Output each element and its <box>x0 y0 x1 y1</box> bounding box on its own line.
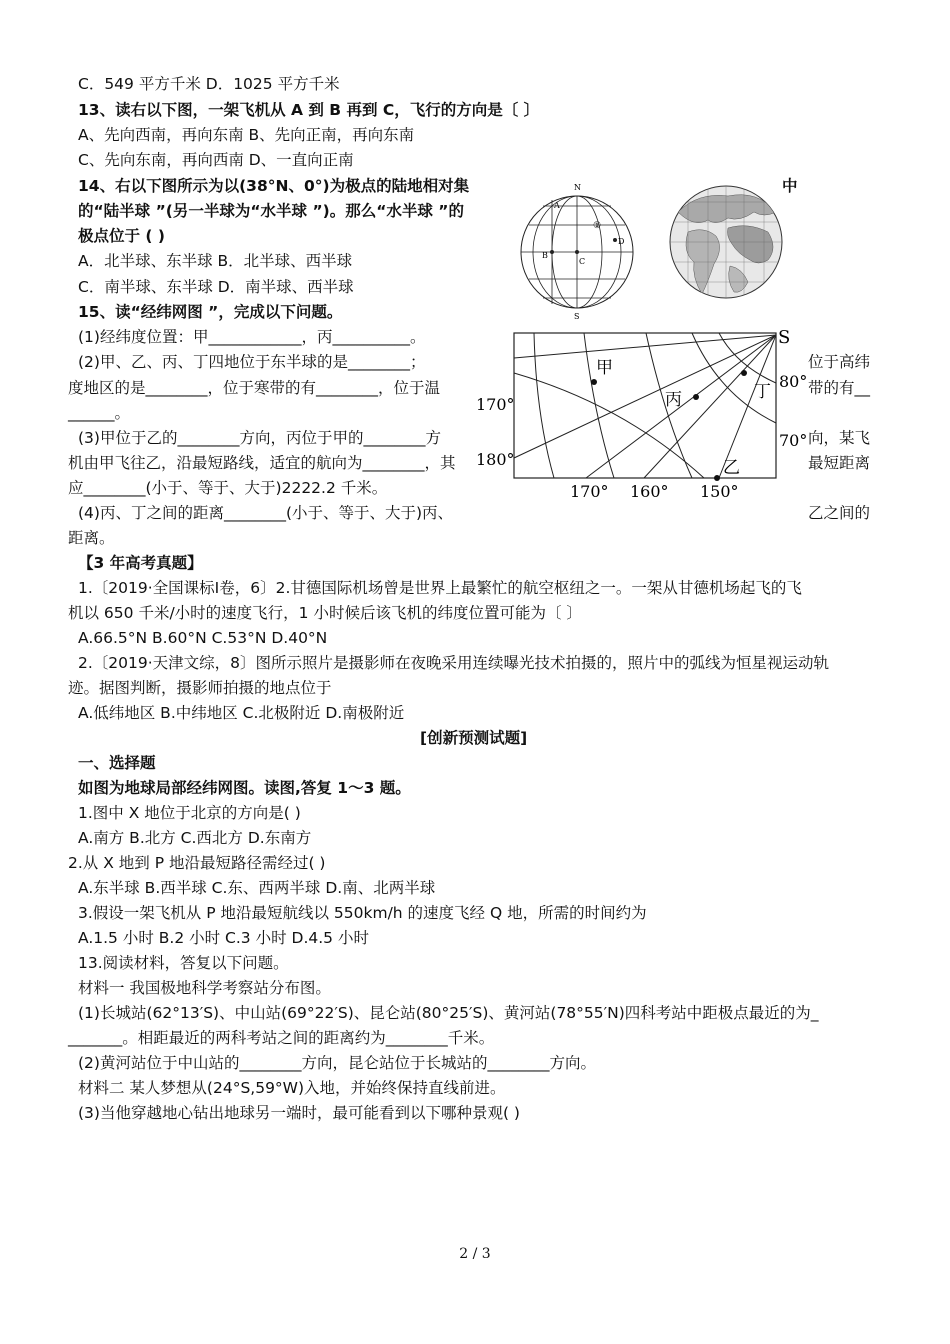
option-line: A.东半球 B.西半球 C.东、西两半球 D.南、北两半球 <box>78 879 436 897</box>
question-part: (2)黄河站位于中山站的________方向，昆仑站位于长城站的________方向。 <box>78 1054 596 1072</box>
question-15-part-tail: 乙之间的 <box>808 504 871 522</box>
label-yi: 乙 <box>723 458 740 478</box>
label-lon180: 180° <box>476 450 515 469</box>
label-c: C <box>579 257 586 266</box>
option-line: A．北半球、东半球 B．北半球、西半球 <box>78 252 353 270</box>
label-s: S <box>574 312 580 320</box>
question-15: 15、读“经纬网图 ”，完成以下问题。 <box>78 303 343 321</box>
label-n: N <box>574 183 581 192</box>
exam-question: 1.〔2019·全国课标Ⅰ卷，6〕2.甘德国际机场曾是世界上最繁忙的航空枢纽之一。一架从甘德机场起飞的飞 <box>78 579 802 597</box>
label-a: A <box>554 201 560 210</box>
option-line: A.南方 B.北方 C.西北方 D.东南方 <box>78 829 312 847</box>
graticule-figure <box>474 325 814 505</box>
label-d: D <box>618 237 625 246</box>
question-15-part-tail: 带的有__ <box>808 379 871 397</box>
question-14-tail: 中 <box>782 177 798 195</box>
question: 3.假设一架飞机从 P 地沿最短航线以 550km/h 的速度飞经 Q 地，所需的时间约为 <box>78 904 647 922</box>
label-jia: 甲 <box>596 358 613 378</box>
question: 1.图中 X 地位于北京的方向是( ) <box>78 804 301 822</box>
question-15-part-tail: 最短距离 <box>808 454 871 472</box>
section-heading: 【3 年高考真题】 <box>78 554 203 572</box>
section-heading: 一、选择题 <box>78 754 156 772</box>
question-15-part: 应________(小于、等于、大于)2222.2 千米。 <box>68 479 388 497</box>
label-bing: 丙 <box>665 390 682 410</box>
question: 13.阅读材料，答复以下问题。 <box>78 954 289 972</box>
option-line: A.1.5 小时 B.2 小时 C.3 小时 D.4.5 小时 <box>78 929 369 947</box>
label-circle-one: ① <box>593 221 602 231</box>
label-lat70: 70° <box>779 431 808 450</box>
label-b: B <box>542 251 548 260</box>
label-ding: 丁 <box>754 382 771 402</box>
question-15-part: (1)经纬度位置：甲____________，丙__________。 <box>78 328 426 346</box>
question-14: 14、右以下图所示为以(38°N、0°)为极点的陆地相对集 <box>78 177 470 195</box>
question-13: 13、读右以下图，一架飞机从 A 到 B 再到 C，飞行的方向是〔 〕 <box>78 101 540 119</box>
exam-question: 迹。据图判断，摄影师拍摄的地点位于 <box>68 679 332 697</box>
label-lon160: 160° <box>630 482 669 501</box>
question-15-part: 机由甲飞往乙，沿最短路线，适宜的航向为________，其 <box>68 454 456 472</box>
question: 2.从 X 地到 P 地沿最短路径需经过( ) <box>68 854 326 872</box>
label-lon170-bottom: 170° <box>570 482 609 501</box>
option-line: A、先向西南，再向东南 B、先向正南，再向东南 <box>78 126 415 144</box>
label-lon170-left: 170° <box>476 395 515 414</box>
exam-question: 2.〔2019·天津文综，8〕图所示照片是摄影师在夜晚采用连续曝光技术拍摄的，照片中的弧线为恒星视运动轨 <box>78 654 830 672</box>
option-line: C．549 平方千米 D．1025 平方千米 <box>78 75 340 93</box>
label-s: S <box>778 327 791 348</box>
page-number: 2 / 3 <box>459 1246 491 1262</box>
material-label: 材料一 我国极地科学考察站分布图。 <box>78 979 331 997</box>
question-15-part: 距离。 <box>68 529 115 547</box>
option-line: C．南半球、东半球 D．南半球、西半球 <box>78 278 354 296</box>
question-15-part-tail: 向，某飞 <box>808 429 871 447</box>
land-hemisphere-figure <box>668 182 784 302</box>
instruction: 如图为地球局部经纬网图。读图,答复 1～3 题。 <box>78 779 411 797</box>
question-15-part: (3)甲位于乙的________方向，丙位于甲的________方 <box>78 429 441 447</box>
question-14-line: 的“陆半球 ”(另一半球为“水半球 ”)。那么“水半球 ”的 <box>78 202 464 220</box>
option-line: A.低纬地区 B.中纬地区 C.北极附近 D.南极附近 <box>78 704 405 722</box>
question-part: (3)当他穿越地心钻出地球另一端时，最可能看到以下哪种景观( ) <box>78 1104 520 1122</box>
question-15-part-tail: 位于高纬 <box>808 353 871 371</box>
question-14-line: 极点位于 ( ) <box>78 227 165 245</box>
section-heading: [创新预测试题] <box>420 729 528 747</box>
question-15-part: (2)甲、乙、丙、丁四地位于东半球的是________； <box>78 353 426 371</box>
label-lat80: 80° <box>779 372 808 391</box>
label-lon150: 150° <box>700 482 739 501</box>
question-15-part: ______。 <box>68 404 131 422</box>
exam-question: 机以 650 千米/小时的速度飞行，1 小时候后该飞机的纬度位置可能为〔 〕 <box>68 604 582 622</box>
option-line: A.66.5°N B.60°N C.53°N D.40°N <box>78 629 328 647</box>
question-15-part: 度地区的是________，位于寒带的有________，位于温 <box>68 379 441 397</box>
question-part: (1)长城站(62°13′S)、中山站(69°22′S)、昆仑站(80°25′S)、黄河站(78°55′N)四科考站中距极点最近的为_ <box>78 1004 819 1022</box>
question-part: _______。相距最近的两科考站之间的距离约为________千米。 <box>68 1029 495 1047</box>
question-15-part: (4)丙、丁之间的距离________(小于、等于、大于)丙、 <box>78 504 454 522</box>
option-line: C、先向东南，再向西南 D、一直向正南 <box>78 151 354 169</box>
globe-grid-figure <box>515 180 635 320</box>
material-label: 材料二 某人梦想从(24°S,59°W)入地，并始终保持直线前进。 <box>78 1079 506 1097</box>
